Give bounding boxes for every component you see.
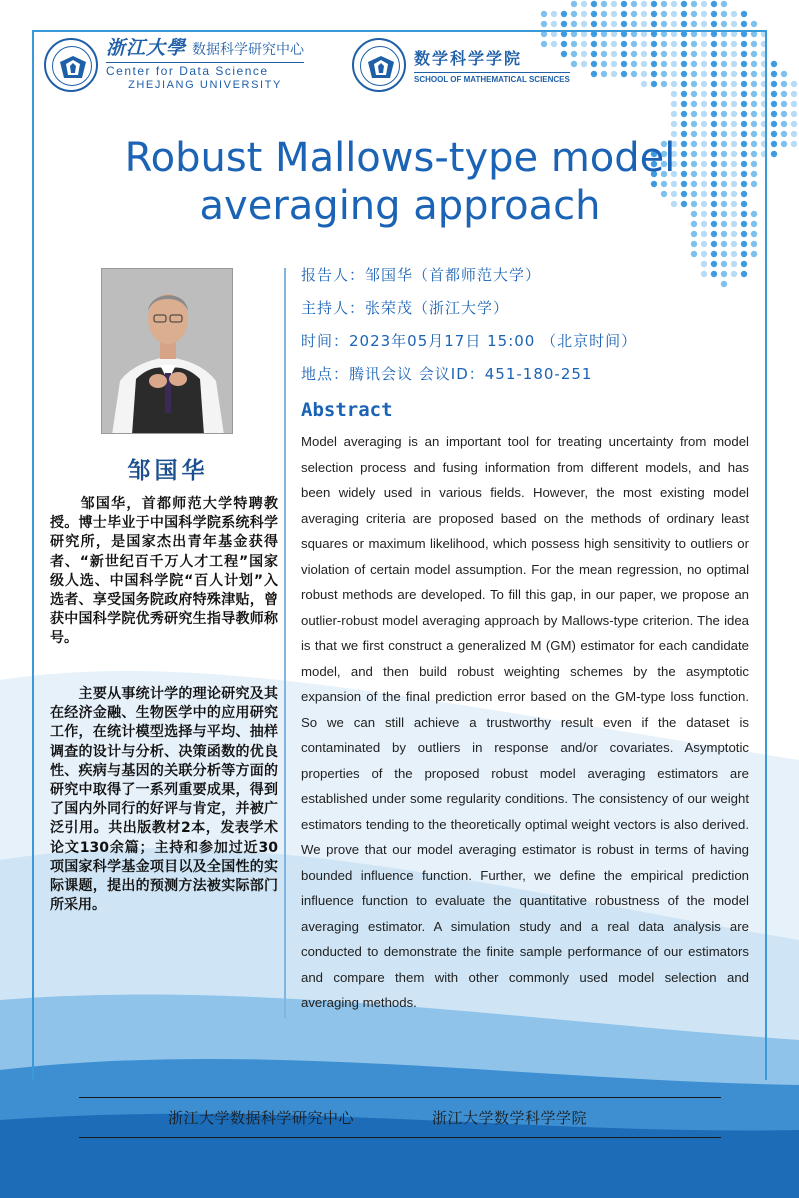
speaker-photo: [101, 268, 233, 434]
poster-title: Robust Mallows-type model averaging approach: [124, 135, 676, 229]
logo-school-math: [352, 38, 570, 92]
logo-calligraphy: 浙江大學: [106, 37, 187, 60]
column-divider: [284, 268, 286, 1018]
frame-left-line: [32, 30, 34, 1080]
footer-org-math-school: 浙江大学数学科学学院: [432, 1109, 588, 1127]
logo-center-name-cn: 数据科学研究中心: [192, 42, 305, 59]
info-host: 主持人：张荣茂（浙江大学）: [301, 299, 510, 317]
speaker-bio-text-1: 邹国华，首都师范大学特聘教授。博士毕业于中国科学院系统科学研究所，是国家杰出青年基金获得者、“新世纪百千万人才工程”国家级人选、中国科学院“百人计划”入选者、享受国务院政府特殊津贴，曾获中国科学院优秀研究生指导教师称号。: [50, 496, 279, 647]
logo-data-science-center: [44, 38, 304, 92]
logo-school-name-cn: 数学科学学院: [414, 49, 523, 68]
footer-org-data-science: 浙江大学数据科学研究中心: [168, 1109, 355, 1127]
logo-center-name-en: Center for Data Science: [106, 62, 304, 79]
speaker-name: 邹国华: [127, 458, 209, 484]
abstract-heading: Abstract: [301, 399, 393, 421]
info-reporter: 报告人：邹国华（首都师范大学）: [301, 266, 542, 284]
abstract-text: Model averaging is an important tool for treating uncertainty from model selection process and fusing information from different models, and has been widely used in various fields. However, the most existing model averaging criteria are proposed based on the methods of ordinary least squares or maximum likelihood, which possess high sensitivity to outliers or violation of certain model assumption. For the mean regression, no optimal robust methods are developed. To fill this gap, in our paper, we propose an outlier-robust model averaging approach by Mallows-type criterion. The idea is that we first construct a generalized M (GM) estimator for each candidate model, and then build robust weighting schemes by the asymptotic expansion of the final prediction error based on the GM-type loss function. So we can still achieve a trustworthy result even if the dataset is contaminated by outliers in response and/or covariates. Asymptotic properties of the proposed robust model averaging estimators are established under some regularity conditions. The consistency of our weight estimators tending to the theoretically optimal weight vectors is also derived. We prove that our model averaging estimator is robust in terms of having bounded influence function. Further, we define the empirical prediction influence function to evaluate the quantitative robustness of the model averaging estimator. A simulation study and a real data analysis are conducted to demonstrate the finite sample performance of our estimators and compare them with other commonly used model selection and averaging methods.: [301, 434, 749, 1010]
frame-right-line: [765, 30, 767, 1080]
footer-line-top: [79, 1097, 721, 1098]
footer-line-bottom: [79, 1137, 721, 1138]
speaker-bio-paragraph-1: [50, 495, 278, 649]
info-time: 时间：2023年05月17日 15:00 （北京时间）: [301, 332, 638, 350]
zju-seal-icon: [44, 38, 98, 92]
info-place: 地点：腾讯会议 会议ID：451-180-251: [301, 365, 593, 383]
logo-university-name-en: ZHEJIANG UNIVERSITY: [128, 79, 282, 91]
speaker-bio-paragraph-2: [50, 685, 278, 915]
speaker-bio-text-2: 主要从事统计学的理论研究及其在经济金融、生物医学中的应用研究工作，在统计模型选择与平均、抽样调查的设计与分析、决策函数的优良性、疾病与基因的关联分析等方面的研究中取得了一系列重要成果，得到了国内外同行的好评与肯定，并被广泛引用。共出版教材2本，发表学术论文130余篇；主持和参加过近30项国家科学基金项目以及全国性的实际课题，提出的预测方法被实际部门所采用。: [50, 686, 279, 914]
logo-school-name-en: SCHOOL OF MATHEMATICAL SCIENCES: [414, 72, 570, 84]
frame-top-line: [32, 30, 765, 32]
zju-seal-icon-2: [352, 38, 406, 92]
